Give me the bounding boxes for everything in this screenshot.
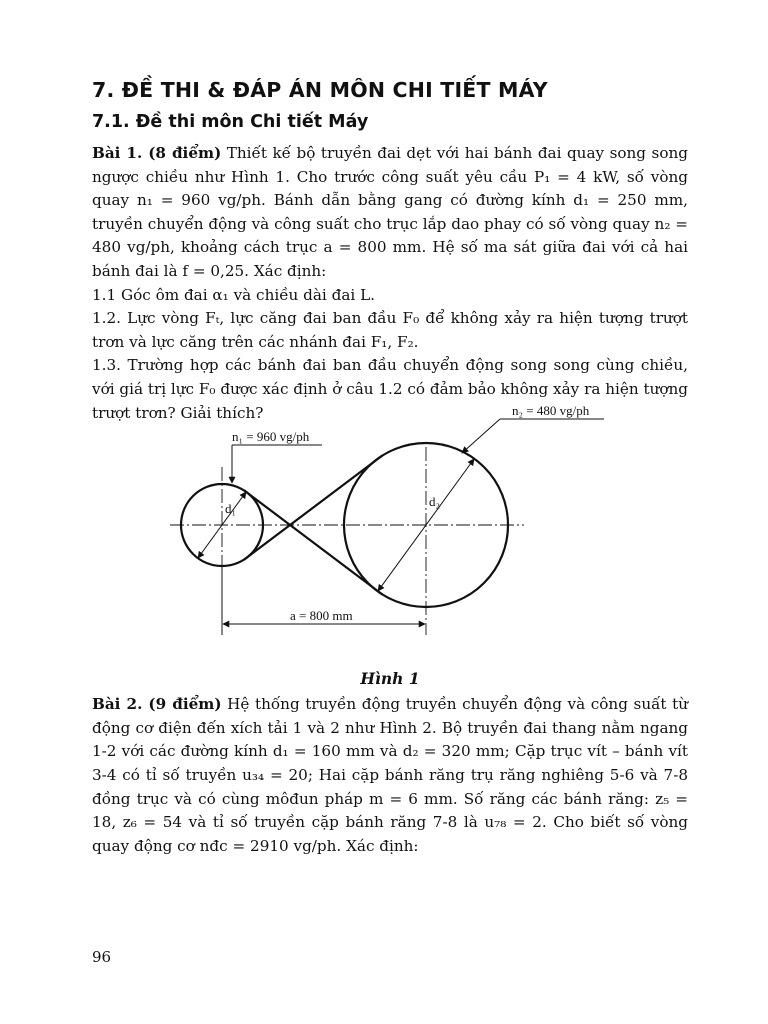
belt-branch-2 bbox=[244, 456, 382, 560]
page-content bbox=[92, 78, 688, 858]
label-a: a = 800 mm bbox=[290, 608, 353, 624]
bai1-item-2: 1.2. Lực vòng Fₜ, lực căng đai ban đầu F₀ để không xảy ra hiện tượng trượt trơn và lực căng trên các nhánh đai F₁, F₂. bbox=[92, 309, 688, 351]
label-d2: d₂ bbox=[429, 494, 441, 510]
bai2-paragraph bbox=[92, 693, 688, 858]
bai1-intro: Thiết kế bộ truyền đai dẹt với hai bánh đai quay song song ngược chiều như Hình 1. Cho trước công suất yêu cầu P₁ = 4 kW, số vòng quay n₁ = 960 vg/ph. Bánh dẫn bằng gang có đường kính d₁ = 250 mm, truyền chuyển động và công suất cho trục lắp dao phay có số vòng quay n₂ = 480 vg/ph, khoảng cách trục a = 800 mm. Hệ số ma sát giữa đai với cả hai bánh đai là f = 0,25. Xác định: bbox=[92, 144, 688, 280]
figure-belt-drive bbox=[92, 403, 688, 667]
label-d1: d₁ bbox=[225, 501, 237, 517]
bai1-item-1: 1.1 Góc ôm đai α₁ và chiều dài đai L. bbox=[92, 285, 375, 304]
page-number: 96 bbox=[92, 948, 112, 966]
label-n1: n₁ = 960 vg/ph bbox=[232, 429, 310, 445]
section-title: 7. ĐỀ THI & ĐÁP ÁN MÔN CHI TIẾT MÁY bbox=[92, 78, 548, 102]
bai2-heading: Bài 2. (9 điểm) bbox=[92, 695, 222, 714]
label-n2: n₂ = 480 vg/ph bbox=[512, 403, 590, 419]
belt-branch-1 bbox=[244, 490, 382, 594]
belt-drive-diagram bbox=[92, 403, 688, 667]
bai1-item-3: 1.3. Trường hợp các bánh đai ban đầu chuyển động song song cùng chiều, với giá trị lực F₀ được xác định ở câu 1.2 có đảm bảo không xảy ra hiện tượng trượt trơn? Giải thích? bbox=[92, 356, 688, 422]
figure-caption: Hình 1 bbox=[360, 669, 420, 689]
subsection-title: 7.1. Đề thi môn Chi tiết Máy bbox=[92, 112, 369, 132]
bai1-paragraph bbox=[92, 142, 688, 284]
bai1-heading: Bài 1. (8 điểm) bbox=[92, 144, 222, 162]
bai2-text: Hệ thống truyền động truyền chuyển động và công suất từ động cơ điện đến xích tải 1 và 2 như Hình 2. Bộ truyền đai thang nằm ngang 1-2 với các đường kính d₁ = 160 mm và d₂ = 320 mm; Cặp trục vít – bánh vít 3-4 có tỉ số truyền u₃₄ = 20; Hai cặp bánh răng trụ răng nghiêng 5-6 và 7-8 đồng trục và có cùng môđun pháp m = 6 mm. Số răng các bánh răng: z₅ = 18, z₆ = 54 và tỉ số truyền cặp bánh răng 7-8 là u₇₈ = 2. Cho biết số vòng quay động cơ nđc = 2910 vg/ph. Xác định: bbox=[92, 695, 688, 855]
